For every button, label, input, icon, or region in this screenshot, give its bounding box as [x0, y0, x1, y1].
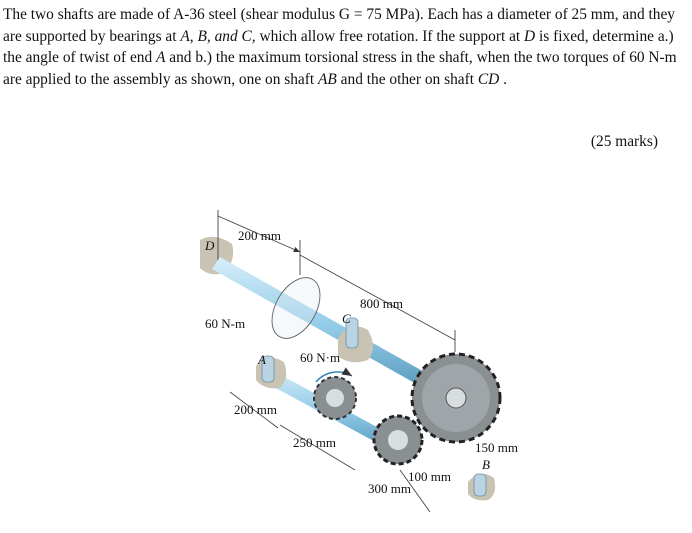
shaft-ab-label: AB: [318, 70, 337, 88]
marks-label: (25 marks): [590, 133, 658, 150]
problem-text-2: which allow free rotation. If the support at: [255, 27, 525, 45]
label-torque-left: 60 N-m: [205, 316, 246, 331]
problem-text-5: and the other on shaft: [336, 70, 478, 88]
label-b: B: [482, 457, 490, 472]
shaft-cd-label: CD: [477, 70, 500, 88]
end-label: A: [156, 49, 166, 67]
label-c: C: [342, 311, 351, 326]
bearing-b: [468, 474, 495, 501]
label-d: D: [205, 238, 215, 253]
problem-text-6: .: [499, 70, 507, 88]
label-800mm: 800 mm: [360, 296, 403, 311]
problem-text-4: and b.) the maximum torsional stress in the shaft, when the two torques of 60 N-m are applied to the assembly as shown, one on shaft: [3, 49, 677, 88]
label-200mm-top: 200 mm: [238, 228, 281, 243]
problem-text-1: The two shafts are made of A-36 steel (shear modulus G = 75 MPa). Each has a diameter of 25 mm, and they are supported by bearings at: [3, 6, 676, 45]
support-label: D: [524, 27, 536, 45]
gear-ab-end: [374, 416, 422, 464]
label-250mm: 250 mm: [293, 435, 336, 450]
small-gear-ab: [314, 372, 356, 419]
label-100mm: 100 mm: [408, 469, 451, 484]
large-gear-cd: [412, 354, 500, 442]
label-300mm: 300 mm: [368, 481, 411, 496]
label-200mm-bottom: 200 mm: [234, 402, 277, 417]
label-torque-mid: 60 N·m: [300, 350, 341, 365]
label-a: A: [258, 352, 266, 367]
torque-ring-cd: [262, 269, 330, 346]
label-150mm: 150 mm: [475, 440, 518, 455]
problem-text-3: is fixed, determine a.) the angle of twist of end: [3, 27, 674, 67]
bearings-label: A, B, and C,: [180, 27, 256, 45]
